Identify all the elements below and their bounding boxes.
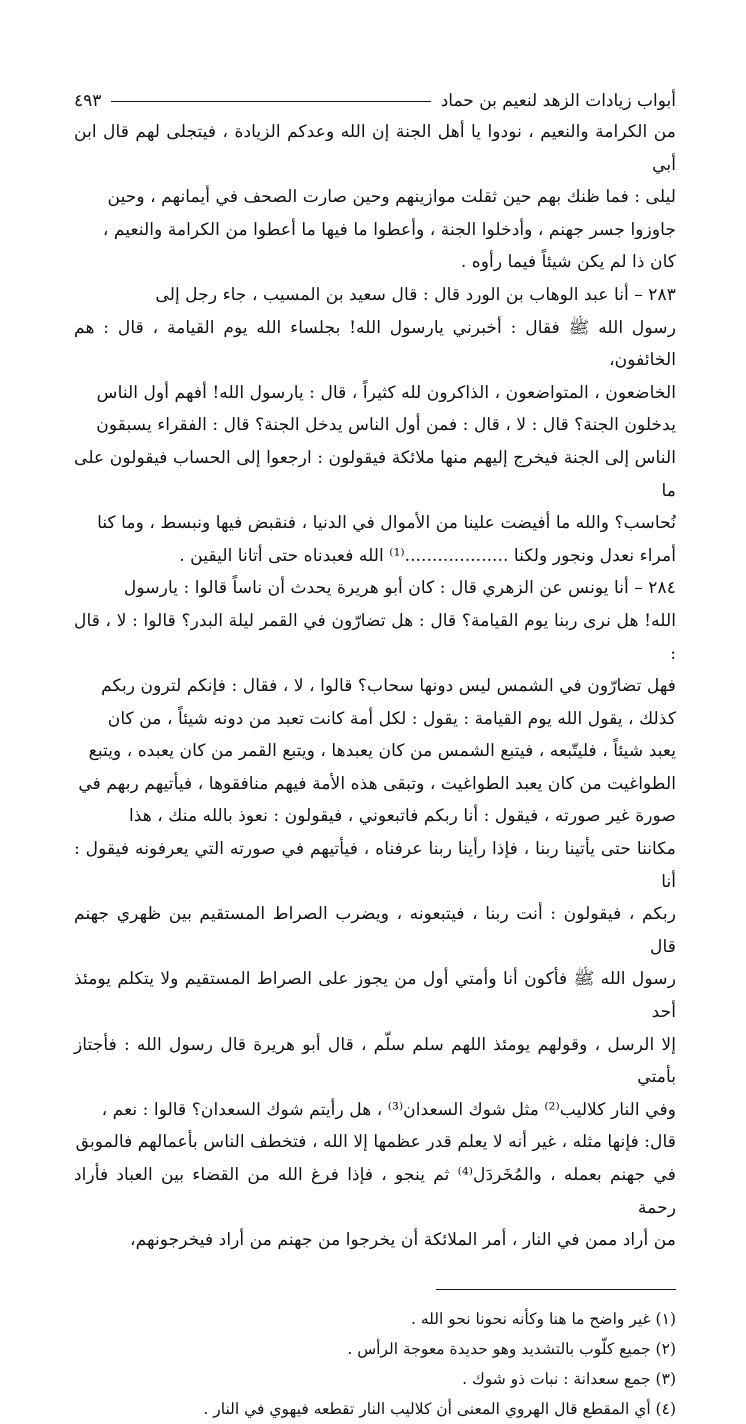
text-line: الله! هل نرى ربنا يوم القيامة؟ قال : هل تضارّون في القمر ليلة البدر؟ قالوا : لا ، قال : [74, 610, 676, 664]
text-line: صورة غير صورته ، فيقول : أنا ربكم فاتبعوني ، فيقولون : نعوذ بالله منك ، هذا [128, 806, 676, 827]
text-line: نُحاسب؟ والله ما أفيضت علينا من الأموال في الدنيا ، فنقبض فيها ونبسط ، وما كنا [97, 513, 676, 534]
header-title: أبواب زيادات الزهد لنعيم بن حماد [440, 91, 676, 111]
text-line: من الكرامة والنعيم ، نودوا يا أهل الجنة إن الله وعدكم الزيادة ، فيتجلى لهم قال ابن أبي [74, 122, 676, 175]
text-line: يدخلون الجنة؟ قال : لا ، قال : فمن أول الناس يدخل الجنة؟ قال : الفقراء يسبقون [96, 415, 676, 436]
text-line: جاوزوا جسر جهنم ، وأدخلوا الجنة ، وأعطوا ما فيها ما أعطوا من الكرامة والنعيم ، [102, 219, 676, 240]
footnote: (٣) جمع سعدانة : نبات ذو شوك . [462, 1369, 676, 1388]
text-line: فهل تضارّون في الشمس ليس دونها سحاب؟ قالوا ، لا ، فقال : فإنكم لترون ربكم [101, 676, 676, 697]
footnotes [74, 1304, 676, 1424]
footnote: (٢) جميع كلّوب بالتشديد وهو حديدة معوجة الرأس . [347, 1339, 676, 1358]
text-line: يعبد شيئاً ، فليتّبعه ، فيتبع الشمس من كان يعبدها ، ويتبع القمر من كان يعبده ، ويتبع [88, 741, 676, 762]
text-line: في جهنم بعمله ، والمُخَردَل⁽⁴⁾ ثم ينجو ، فإذا فرغ الله من القضاء بين العباد فأراد رحمة [74, 1165, 676, 1218]
text-line: كذلك ، يقول الله يوم القيامة : يقول : لكل أمة كانت تعبد من دونه شيئاً ، من كان [107, 708, 676, 729]
text-line: إلا الرسل ، وقولهم يومئذ اللهم سلم سلّم ، قال أبو هريرة قال رسول الله : فأجتاز بأمتي [74, 1034, 676, 1088]
text-line: قال: فإنها مثله ، غير أنه لا يعلم قدر عظمها إلا الله ، فتخطف الناس بأعمالهم فالموبق [75, 1132, 676, 1153]
footnote: (٤) أي المقطع قال الهروي المعنى أن كلاليب النار تقطعه فيهوي في النار . [203, 1399, 676, 1418]
hadith-283-start: ٢٨٣ – أنا عبد الوهاب بن الورد قال : قال سعيد بن المسيب ، جاء رجل إلى [155, 284, 676, 305]
page-number: ٤٩٣ [74, 91, 102, 111]
footnote: (١) غير واضح ما هنا وكأنه نحونا نحو الله . [411, 1309, 676, 1328]
text-line: الطواغيت من كان يعبد الطواغيت ، وتبقى هذه الأمة فيهم منافقوها ، فيأتيهم ربهم في [78, 773, 676, 794]
hadith-284-start: ٢٨٤ – أنا يونس عن الزهري قال : كان أبو هريرة يحدث أن ناساً قالوا : يارسول [123, 578, 676, 599]
text-line: من أراد ممن في النار ، أمر الملائكة أن يخرجوا من جهنم من أراد فيخرجونهم، [130, 1230, 676, 1251]
text-line: رسول الله ﷺ فقال : أخبرني يارسول الله! بجلساء الله يوم القيامة ، قال : هم الخائفون، [74, 317, 676, 371]
text-line: ربكم ، فيقولون : أنت ربنا ، فيتبعونه ، ويضرب الصراط المستقيم بين ظهري جهنم قال [74, 904, 676, 957]
main-text [74, 116, 676, 1257]
text-line: مكاننا حتى يأتينا ربنا ، فإذا رأينا ربنا عرفناه ، فيأتيهم في صورته التي يعرفونه فيقول : أنا [74, 839, 676, 892]
footnote-separator [436, 1289, 676, 1290]
header-rule [111, 101, 430, 102]
text-line: رسول الله ﷺ فأكون أنا وأمتي أول من يجوز على الصراط المستقيم ولا يتكلم يومئذ أحد [74, 969, 676, 1023]
text-line: وفي النار كلاليب⁽²⁾ مثل شوك السعدان⁽³⁾ ، هل رأيتم شوك السعدان؟ قالوا : نعم ، [101, 1099, 676, 1120]
running-header [74, 86, 676, 116]
text-line: كان ذا لم يكن شيئاً فيما رأوه . [460, 252, 676, 273]
text-line: الناس إلى الجنة فيخرج إليهم منها ملائكة فيقولون : ارجعوا إلى الحساب فيقولون على ما [74, 447, 676, 501]
text-line: الخاضعون ، المتواضعون ، الذاكرون لله كثيراً ، قال : يارسول الله! أفهم أول الناس [96, 382, 676, 403]
text-line: أمراء نعدل ونجور ولكنا ...................⁽¹⁾ الله فعبدناه حتى أتانا اليقين . [179, 545, 676, 566]
text-line: ليلى : فما ظنك بهم حين ثقلت موازينهم وحين صارت الصحف في أيمانهم ، وحين [107, 187, 676, 208]
